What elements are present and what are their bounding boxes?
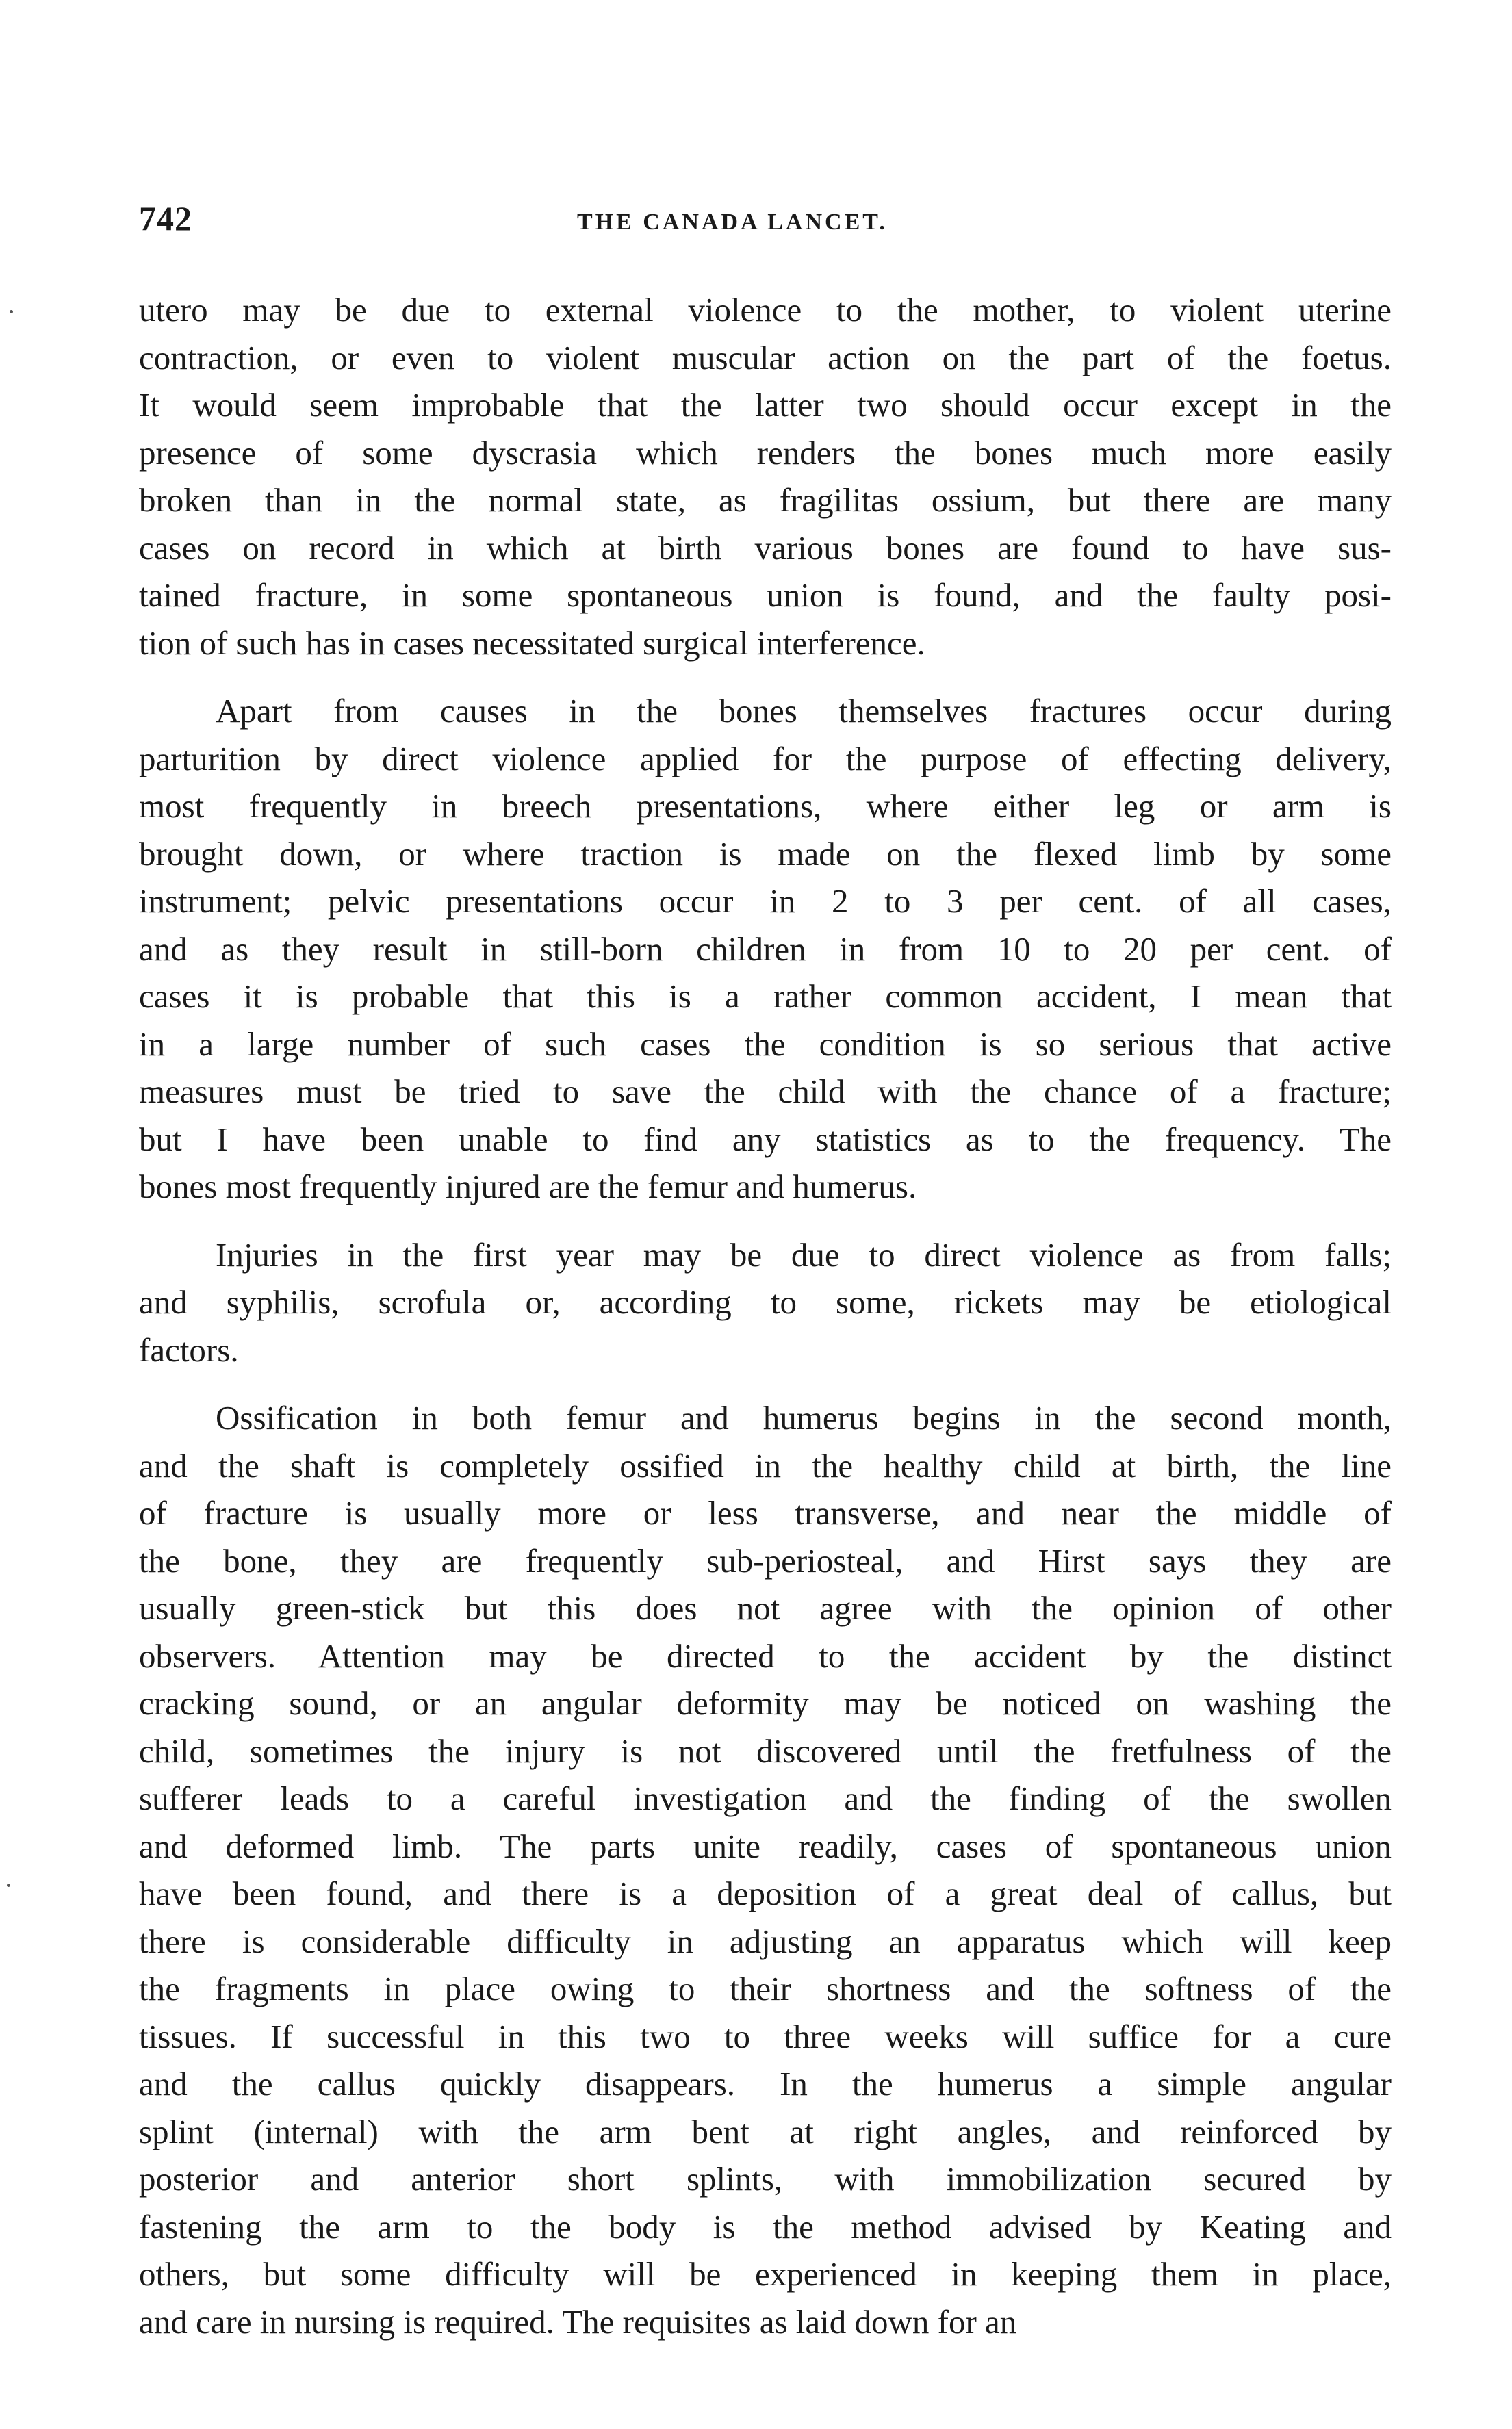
paragraph [139, 687, 1392, 1211]
text-line: tissues. If successful in this two to three weeks will suffice for a cure [139, 2017, 1392, 2055]
text-line: parturition by direct violence applied for the purpose of effecting delivery, [139, 739, 1392, 777]
paragraph [139, 1394, 1392, 2346]
text-line: and the callus quickly disappears. In the humerus a simple angular [139, 2065, 1392, 2103]
journal-title: THE CANADA LANCET. [577, 209, 888, 235]
text-line: have been found, and there is a deposition of a great deal of callus, but [139, 1875, 1392, 1912]
text-line: bones most frequently injured are the femur and humerus. [139, 1168, 917, 1205]
text-line: Ossification in both femur and humerus begins in the second month, [216, 1399, 1392, 1437]
text-line: child, sometimes the injury is not discovered until the fretfulness of the [139, 1732, 1392, 1770]
text-line: Injuries in the first year may be due to direct violence as from falls; [216, 1235, 1392, 1274]
text-line: utero may be due to external violence to the mother, to violent uterine [139, 291, 1392, 329]
text-line: others, but some difficulty will be experienced in keeping them in place, [139, 2255, 1392, 2293]
text-line: sufferer leads to a careful investigation and the finding of the swollen [139, 1779, 1392, 1817]
text-line: in a large number of such cases the condition is so serious that active [139, 1025, 1392, 1063]
text-line: contraction, or even to violent muscular action on the part of the foetus. [139, 338, 1392, 376]
text-line: and the shaft is completely ossified in the healthy child at birth, the line [139, 1446, 1392, 1485]
text-line: of fracture is usually more or less transverse, and near the middle of [139, 1494, 1392, 1532]
text-line: tion of such has in cases necessitated surgical interference. [139, 624, 925, 662]
text-line: tained fracture, in some spontaneous union is found, and the faulty posi- [139, 576, 1392, 614]
text-line: observers. Attention may be directed to the accident by the distinct [139, 1636, 1392, 1675]
text-line: Apart from causes in the bones themselves fractures occur during [216, 692, 1392, 730]
text-line: but I have been unable to find any statistics as to the frequency. The [139, 1120, 1392, 1158]
article-text [139, 286, 1392, 2366]
text-line: usually green-stick but this does not agree with the opinion of other [139, 1589, 1392, 1627]
text-line: measures must be tried to save the child with the chance of a fracture; [139, 1072, 1392, 1110]
text-line: the bone, they are frequently sub-periosteal, and Hirst says they are [139, 1541, 1392, 1580]
text-line: cracking sound, or an angular deformity may be noticed on washing the [139, 1684, 1392, 1722]
text-line: instrument; pelvic presentations occur in 2 to 3 per cent. of all cases, [139, 882, 1392, 920]
text-line: and syphilis, scrofula or, according to some, rickets may be etiological [139, 1283, 1392, 1321]
text-line: factors. [139, 1331, 239, 1369]
text-line: most frequently in breech presentations, where either leg or arm is [139, 787, 1392, 825]
text-line: posterior and anterior short splints, with immobilization secured by [139, 2160, 1392, 2198]
text-line: and as they result in still-born children in from 10 to 20 per cent. of [139, 929, 1392, 968]
text-line: and care in nursing is required. The requisites as laid down for an [139, 2302, 1017, 2341]
page-number: 742 [139, 199, 192, 237]
text-line: cases it is probable that this is a rather common accident, I mean that [139, 977, 1392, 1015]
text-line: there is considerable difficulty in adjusting an apparatus which will keep [139, 1922, 1392, 1960]
paragraph [139, 286, 1392, 667]
margin-speck [7, 1884, 10, 1887]
text-line: presence of some dyscrasia which renders the bones much more easily [139, 433, 1392, 472]
running-head [139, 198, 1392, 253]
text-line: brought down, or where traction is made on the flexed limb by some [139, 834, 1392, 873]
margin-speck [10, 310, 13, 313]
text-line: the fragments in place owing to their shortness and the softness of the [139, 1970, 1392, 2007]
paragraph [139, 1231, 1392, 1374]
text-line: splint (internal) with the arm bent at right angles, and reinforced by [139, 2112, 1392, 2150]
text-line: broken than in the normal state, as fragilitas ossium, but there are many [139, 481, 1392, 519]
text-line: fastening the arm to the body is the method advised by Keating and [139, 2207, 1392, 2246]
text-line: and deformed limb. The parts unite readily, cases of spontaneous union [139, 1827, 1392, 1865]
text-line: cases on record in which at birth various bones are found to have sus- [139, 528, 1392, 567]
text-line: It would seem improbable that the latter two should occur except in the [139, 386, 1392, 424]
